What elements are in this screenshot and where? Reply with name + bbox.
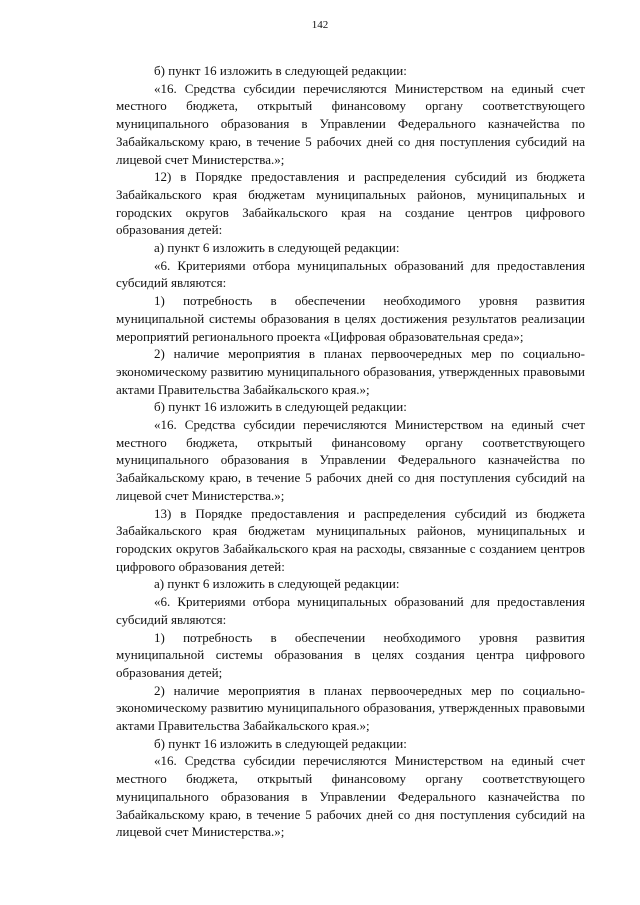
paragraph: а) пункт 6 изложить в следующей редакции: [154,576,400,592]
paragraph: «6. Критериями отбора муниципальных образований для предоставления субсидий являются: [116,257,585,291]
document-body [116,62,585,841]
paragraph: б) пункт 16 изложить в следующей редакции: [154,735,407,751]
paragraph: 1) потребность в обеспечении необходимого уровня развития муниципальной системы образования в целях достижения результатов реализации мероприятий регионального проекта «Цифровая образовательная среда»; [116,293,585,344]
paragraph: 1) потребность в обеспечении необходимого уровня развития муниципальной системы образования в целях создания центра цифрового образования детей; [116,629,585,680]
paragraph: 13) в Порядке предоставления и распределения субсидий из бюджета Забайкальского края бюджетам муниципальных районов, муниципальных и городских округов Забайкальского края на расходы, связанные с созданием центров цифрового образования детей: [116,505,585,574]
paragraph: 2) наличие мероприятия в планах первоочередных мер по социально-экономическому развитию муниципального образования, утвержденных правовыми актами Правительства Забайкальского края.»; [116,346,585,397]
paragraph: «16. Средства субсидии перечисляются Министерством на единый счет местного бюджета, открытый финансовому органу соответствующего муниципального образования в Управлении Федерального казначейства по Забайкальскому краю, в течение 5 рабочих дней со дня поступления субсидий на лицевой счет Министерства.»; [116,80,585,167]
paragraph: 12) в Порядке предоставления и распределения субсидий из бюджета Забайкальского края бюджетам муниципальных районов, муниципальных и городских округов Забайкальского края на создание центров цифрового образования детей: [116,169,585,238]
paragraph: а) пункт 6 изложить в следующей редакции: [154,240,400,256]
paragraph: «16. Средства субсидии перечисляются Министерством на единый счет местного бюджета, открытый финансовому органу соответствующего муниципального образования в Управлении Федерального казначейства по Забайкальскому краю, в течение 5 рабочих дней со дня поступления субсидий на лицевой счет Министерства.»; [116,753,585,840]
paragraph: «6. Критериями отбора муниципальных образований для предоставления субсидий являются: [116,594,585,627]
page-number: 142 [311,19,329,31]
paragraph: 2) наличие мероприятия в планах первоочередных мер по социально-экономическому развитию муниципального образования, утвержденных правовыми актами Правительства Забайкальского края.»; [116,682,585,734]
paragraph: «16. Средства субсидии перечисляются Министерством на единый счет местного бюджета, открытый финансовому органу соответствующего муниципального образования в Управлении Федерального казначейства по Забайкальскому краю, в течение 5 рабочих дней со дня поступления субсидий на лицевой счет Министерства.»; [116,417,585,503]
paragraph: б) пункт 16 изложить в следующей редакции: [154,63,407,78]
paragraph: б) пункт 16 изложить в следующей редакции: [154,399,407,415]
